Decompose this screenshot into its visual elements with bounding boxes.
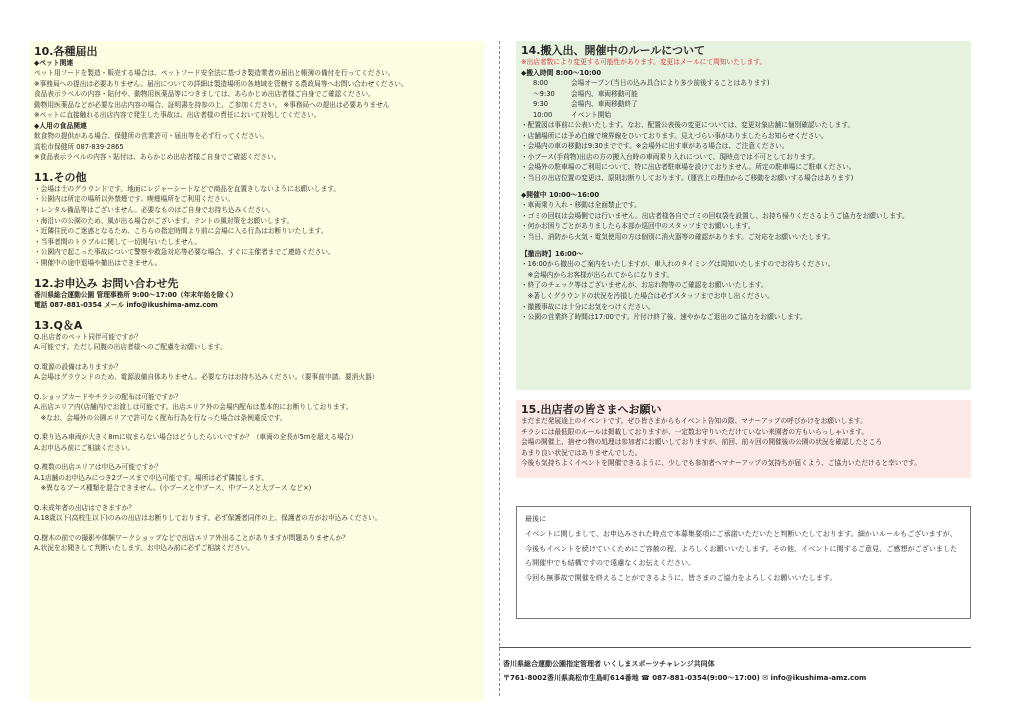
move-out-note: ・撤搬事故には十分にお気をつけください。 <box>521 302 655 311</box>
qa-answer-note: ※異なるブース種類を混合できません。(小ブースと中ブース、中ブースと大ブース など×) <box>34 484 312 493</box>
closing-paragraph: イベントに関しまして、お申込みされた時点で本募集要項にご承諾いただいたと判断いたしております。細かいルールもございますが、今後もイベントを続けていくためにご容赦の程、よろしくお願いいたします。その他、イベントに関するご意見、ご感想がございましたら開催中でも結構ですので遠慮なくお伝えください。 <box>525 529 958 567</box>
s11-line: ・開催中の途中退場や撤出はできません。 <box>34 258 162 267</box>
footer-rule <box>499 647 971 648</box>
move-out-heading: 【撤出時】16:00～ <box>521 249 584 258</box>
contact-phone-mail: 電話 087-881-0354 メール info@ikushima-amz.com <box>34 301 218 310</box>
move-out-note: ※著しくグラウンドの状況を汚損した場合は必ずスタッフまでお申し出ください。 <box>521 292 774 300</box>
qa-answer: A.18歳以下(高校生以下)のみの出店はお断りしております。必ず保護者同伴の上、保護者の方がお申込みください。 <box>34 514 382 523</box>
move-in-note: ・会場内の車の移動は9:30までです。※会場外に出す車がある場合は、ご注意ください。 <box>521 142 789 151</box>
s11-line: ・近隣住民のご迷惑となるため、こちらの指定時間より前に会場に入る行為はお断りいたします。 <box>34 227 328 236</box>
s11-line: ・海沿いの公園のため、風が出る場合がございます。テントの風対策をお願いします。 <box>34 216 294 225</box>
food-subheading: ◆人用の食品関連 <box>34 121 87 130</box>
s11-line: ・公園内で起こった事故について警察や救急対応等必要な場合、すぐに主催者までご連絡ください。 <box>34 248 335 257</box>
move-in-note: ・小ブース(手荷物)出店の方の搬入台時の車両乗り入れについて、現時点では不可としております。 <box>521 152 820 161</box>
qa-question: Q.樹木の前での撮影や体験ワークショップなどで出店エリア外出ることがありますが問題ありませんか？ <box>34 533 349 542</box>
section-15-title: 15.出店者の皆さまへお願い <box>521 403 662 416</box>
request-line: あまり良い状況ではありませんでした。 <box>521 448 642 457</box>
move-in-note: ・当日の出店位置の変更は、原則お断りしております。(運営上の理由からご移動をお願いする場合はあります) <box>521 174 854 183</box>
qa-question: Q.未成年者の出店はできますか？ <box>34 503 136 512</box>
during-event-heading: ◆開催中 10:00～16:00 <box>521 190 600 199</box>
footer-contact: 〒761-8002香川県高松市生島町614番地 ☎ 087-881-0354(9:00～17:00) ✉ info@ikushima-amz.com <box>503 674 867 682</box>
qa-question: Q.電源の設備はありますか？ <box>34 362 122 371</box>
pet-subheading: ◆ペット関連 <box>34 59 74 67</box>
move-in-note: ・店舗場所には予め白線で境界線をひいております。見えづらい事がありましたらお知らせください。 <box>521 131 828 140</box>
qa-answer: A.会場はグラウンドのため、電源設備自体ありません。必要な方はお持ち込みください。（要事前申請、要消火器） <box>34 373 379 382</box>
section-13-title: 13.Q＆A <box>34 318 83 332</box>
column-divider <box>499 41 500 696</box>
during-event-note: ・車両乗り入れ・移動は全面禁止です。 <box>521 201 641 210</box>
request-panel <box>516 400 971 478</box>
section-14-title: 14.搬入出、開催中のルールについて <box>521 44 706 57</box>
rules-notice: ※出店者数により変更する可能性があります。変更はメールにて周知いたします。 <box>521 58 767 66</box>
schedule-row: 8:00 会場オープン(当日の込み具合により多少前後することはあります) <box>533 79 770 88</box>
move-in-note: ・会場外の駐車場のご利用について、特に出店者駐車場を設けておりません。所定の駐車場にご駐車ください。 <box>521 163 856 172</box>
qa-answer: A.お申込み前にご相談ください。 <box>34 443 135 452</box>
qa-answer: A.1店舗のお申込みにつき2ブースまで申込可能です。場所は必ず隣接します。 <box>34 473 269 482</box>
move-out-note: ・公園の営業終了時間は17:00です。片付け終了後、速やかなご退出のご協力をお願いします。 <box>521 313 807 322</box>
section-11-title: 11.その他 <box>34 170 87 184</box>
s11-line: ・当事者間のトラブルに関して一切関与いたしません。 <box>34 237 202 246</box>
rules-panel <box>516 41 971 390</box>
move-out-note: ※会場内からお客様が出られてからになります。 <box>521 270 674 279</box>
during-event-note: ・何かお困りごとがありましたら本部か巡回中のスタッフまでお願いします。 <box>521 222 755 231</box>
s11-line: ・レンタル備品等はございません。必要なものはご自身でお持ち込みください。 <box>34 205 275 214</box>
s10-line: ※食品表示ラベルの内容・貼付は、あらかじめ出店者様ご自身でご確認ください。 <box>34 153 281 162</box>
move-in-heading: ◆搬入時間 8:00～10:00 <box>521 68 602 77</box>
section-12-title: 12.お申込み お問い合わせ先 <box>34 276 179 290</box>
request-line: 今後も気持ちよくイベントを開催できるように、少しでも参加者へマナーアップの気持ちが届くよう、ご協力いただけると幸いです。 <box>521 459 921 468</box>
request-line: 会場の開催上、捨せつ物の処理は参加者にお願いしておりますが、前回、前々回の開催後の公園の状況を確認したところ <box>521 438 883 447</box>
qa-answer: A.状況をお聞きして判断いたします。お申込み前に必ずご相談ください。 <box>34 544 255 553</box>
schedule-row: ～9:30 会場内、車両移動可能 <box>533 89 638 98</box>
move-out-note: ・終了のチェック等はございませんが、お忘れ物等のご確認をお願いいたします。 <box>521 281 768 290</box>
move-out-note: ・16:00から撤出のご案内をいたしますが、車入れのタイミングは周知いたしますのでお待ちください。 <box>521 260 835 269</box>
s10-line: ペット用フードを製造・販売する場合は、ペットフード安全法に基づき製造業者の届出と帳簿の備付を行ってください。 <box>34 69 395 77</box>
qa-question: Q.複数の出店エリアは申込み可能ですか？ <box>34 463 162 472</box>
qa-answer-note: ※なお、会場外の公園エリアで許可なく配布行為を行なった場合は条例違反です。 <box>34 413 287 422</box>
qa-question: Q.ショップカードやチラシの配布は可能ですか？ <box>34 392 182 401</box>
footer-organizer: 香川県総合運動公園指定管理者 いくしまスポーツチャレンジ共同体 <box>503 660 715 668</box>
qa-answer: A.可能です。ただし同腹の出店者様へのご配慮をお願いします。 <box>34 343 227 352</box>
footer <box>499 652 971 692</box>
closing-heading: 最後に <box>525 514 547 523</box>
closing-box <box>516 506 971 619</box>
closing-paragraph: 今回も無事故で開催を終えることができるように、皆さまのご協力をよろしくお願いいたします。 <box>525 572 837 582</box>
s10-line: 飲食物の提供がある場合、保健所の営業許可・届出等を必ず行ってください。 <box>34 131 269 140</box>
qa-question: Q.出店者のペット同伴可能ですか？ <box>34 332 142 341</box>
during-event-note: ・ゴミの回収は会場側では行いません。出店者様各自でゴミの回収袋を設置し、お持ち帰りくださるようご協力をお願いします。 <box>521 211 909 220</box>
s10-line: 動物用医薬品などが必要な出店内容の場合、証明書を持参の上、ご参加ください。 ※事務局への提出は必要ありません <box>34 100 390 109</box>
request-line: まだまだ発展途上のイベントです。ぜひ皆さまからもイベント告知の際、マナーアップの呼びかけをお願いします。 <box>521 417 867 425</box>
s10-line: 食品表示ラベルの内容・貼付や、動物用医薬品等につきましては、あらかじめ出店者様ご自身でご確認ください。 <box>34 90 375 99</box>
during-event-note: ・当日、消防から火気・電気使用の方は個別に消火器等の確認があります。ご対応をお願いいたします。 <box>521 233 835 242</box>
schedule-row: 10:00 イベント開始 <box>533 110 612 119</box>
s10-line: ※事務局への提出は必要ありません。届出についての詳細は製造場所の各地域を管轄する農政局等へお問い合わせください。 <box>34 79 408 88</box>
s11-line: ・公園内は所定の場所以外禁煙です。喫煙場所をご利用ください。 <box>34 195 235 204</box>
s10-line: 高松市保健所 087-839-2865 <box>34 142 124 151</box>
s10-line: ※ペットに直接触れる出店内容で発生した事故は、出店者様の責任において対処してください。 <box>34 111 321 120</box>
contact-office: 香川県総合運動公園 管理事務所 9:00～17:00（年末年始を除く） <box>34 290 238 299</box>
schedule-row: 9:30 会場内、車両移動終了 <box>533 100 638 109</box>
qa-answer: A.出店エリア内(店舗内)でお渡しは可能です。出店エリア外の会場内配布は基本的にお断りしております。 <box>34 403 353 412</box>
s11-line: ・会場は土のグラウンドです。地面にレジャーシートなどで商品を直置きしないようにお願いします。 <box>34 184 341 193</box>
move-in-note: ・配置図は事前に公表いたします。なお、配置公表後の変更については、変更対象店舗に個別確認いたします。 <box>521 121 855 130</box>
request-line: チラシには最低限のルールは掲載しておりますが、一定数お守りいただけていない来園者の方もいらっしゃいます。 <box>521 427 869 436</box>
left-column <box>29 41 484 701</box>
qa-question: Q.乗り込み車両が大きく8mに収まらない場合はどうしたらいいですか？（車両の全長が5mを超える場合） <box>34 433 358 442</box>
section-10-title: 10.各種届出 <box>34 45 98 58</box>
